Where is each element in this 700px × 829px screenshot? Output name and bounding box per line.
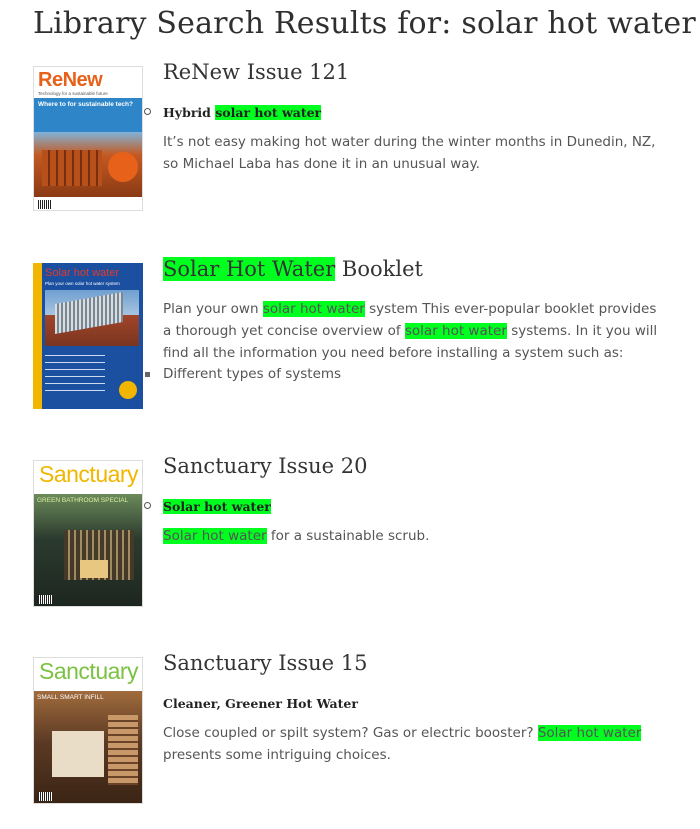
cover-masthead: Sanctuary bbox=[39, 658, 139, 684]
cover-photo bbox=[45, 290, 139, 346]
result-title[interactable]: Sanctuary Issue 15 bbox=[163, 651, 368, 675]
cover-side-strip bbox=[33, 263, 42, 409]
cover-bullets bbox=[45, 355, 105, 391]
bullet-icon bbox=[144, 502, 151, 509]
result-title[interactable]: Solar Hot Water Booklet bbox=[163, 257, 423, 281]
cover-renew-121[interactable] bbox=[33, 66, 143, 211]
cover-seal bbox=[117, 379, 139, 401]
result-description: It’s not easy making hot water during the winter months in Dunedin, NZ, so Michael Laba has done it in an unusual way. bbox=[163, 134, 656, 172]
result-subtitle: Solar hot water bbox=[163, 499, 271, 514]
cover-photo bbox=[34, 132, 143, 197]
result-description: Plan your own solar hot water system This ever-popular booklet provides a thorough yet concise overview of solar hot water systems. In it you will find all the information you need before installing a system such as: bbox=[163, 301, 658, 361]
result-subtitle: Hybrid solar hot water bbox=[163, 105, 322, 120]
cover-blue-band bbox=[34, 98, 143, 132]
result-title[interactable]: Sanctuary Issue 20 bbox=[163, 454, 368, 478]
cover-masthead: ReNew bbox=[38, 69, 103, 91]
bullet-icon bbox=[145, 372, 150, 377]
page-title: Library Search Results for: solar hot water bbox=[33, 6, 696, 41]
bullet-icon bbox=[144, 108, 151, 115]
barcode-icon bbox=[38, 792, 52, 801]
cover-solar-booklet[interactable] bbox=[33, 263, 143, 409]
cover-headline: GREEN BATHROOM SPECIAL bbox=[37, 497, 129, 504]
result-list-item: Different types of systems bbox=[163, 366, 342, 382]
cover-photo bbox=[34, 691, 143, 804]
result-title[interactable]: ReNew Issue 121 bbox=[163, 60, 350, 84]
result-subtitle: Cleaner, Greener Hot Water bbox=[163, 696, 358, 711]
cover-masthead: Solar hot water bbox=[45, 267, 119, 279]
cover-masthead: Sanctuary bbox=[39, 461, 139, 487]
barcode-icon bbox=[38, 595, 52, 604]
cover-photo bbox=[34, 494, 143, 607]
cover-tagline: Plan your own solar hot water system bbox=[45, 281, 120, 286]
cover-headline: SMALL SMART INFILL bbox=[37, 694, 104, 701]
barcode-icon bbox=[38, 200, 52, 209]
cover-sanctuary-15[interactable] bbox=[33, 657, 143, 804]
result-description: Close coupled or spilt system? Gas or electric booster? Solar hot water presents some intriguing choices. bbox=[163, 725, 642, 763]
result-description: Solar hot water for a sustainable scrub. bbox=[163, 528, 430, 544]
cover-sanctuary-20[interactable] bbox=[33, 460, 143, 607]
cover-headline: Where to for sustainable tech? bbox=[38, 101, 133, 108]
cover-tagline: Technology for a sustainable future bbox=[38, 91, 108, 96]
